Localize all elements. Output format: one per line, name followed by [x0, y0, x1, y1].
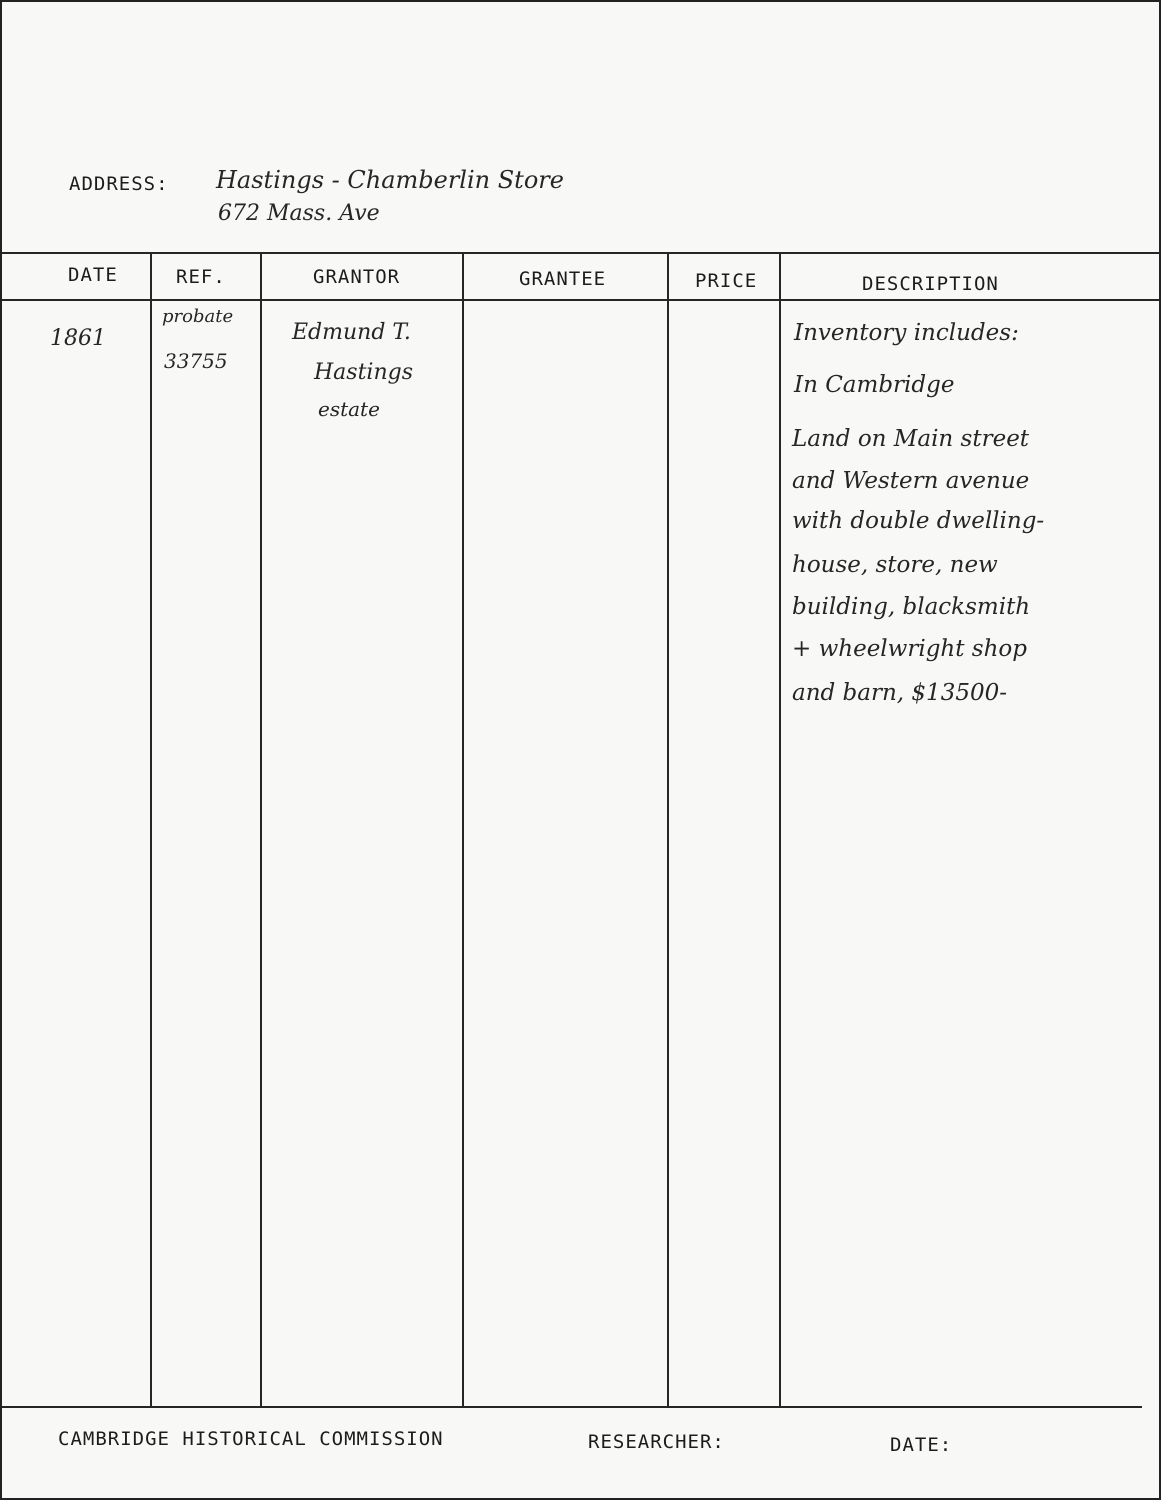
column-divider-grantor-grantee	[462, 254, 464, 1406]
description-line: building, blacksmith	[792, 594, 1031, 620]
table-bottom-rule	[2, 1406, 1142, 1408]
column-header-description: DESCRIPTION	[862, 273, 999, 295]
description-line: In Cambridge	[794, 372, 955, 398]
entry-grantor-line-2: Hastings	[314, 360, 414, 385]
column-header-price: PRICE	[695, 270, 758, 292]
entry-ref-line-2: 33755	[164, 349, 228, 373]
entry-grantor-line-3: estate	[318, 397, 380, 421]
description-line: Land on Main street	[792, 426, 1030, 452]
column-divider-price-description	[779, 254, 781, 1406]
column-header-grantee: GRANTEE	[519, 268, 607, 290]
column-divider-ref-grantor	[260, 254, 262, 1406]
column-header-ref: REF.	[176, 266, 226, 288]
description-line: + wheelwright shop	[792, 636, 1027, 662]
address-line-2: 672 Mass. Ave	[218, 201, 380, 226]
address-label: ADDRESS:	[69, 173, 169, 195]
entry-date: 1861	[50, 326, 106, 351]
description-line: and Western avenue	[792, 468, 1030, 494]
column-header-grantor: GRANTOR	[313, 266, 401, 288]
entry-grantor-line-1: Edmund T.	[292, 320, 411, 345]
footer-date-label: DATE:	[890, 1434, 953, 1456]
footer-commission: CAMBRIDGE HISTORICAL COMMISSION	[58, 1428, 444, 1450]
address-line-1: Hastings - Chamberlin Store	[216, 166, 564, 194]
column-divider-date-ref	[150, 254, 152, 1406]
description-line: house, store, new	[792, 552, 998, 578]
column-header-date: DATE	[68, 264, 118, 286]
table-top-rule	[2, 252, 1161, 254]
entry-ref-line-1: probate	[162, 306, 234, 327]
description-line: Inventory includes:	[794, 320, 1019, 346]
column-divider-grantee-price	[667, 254, 669, 1406]
description-line: with double dwelling-	[792, 508, 1045, 534]
header-bottom-rule	[2, 299, 1161, 301]
footer-researcher-label: RESEARCHER:	[588, 1431, 725, 1453]
description-line: and barn, $13500-	[792, 680, 1007, 706]
